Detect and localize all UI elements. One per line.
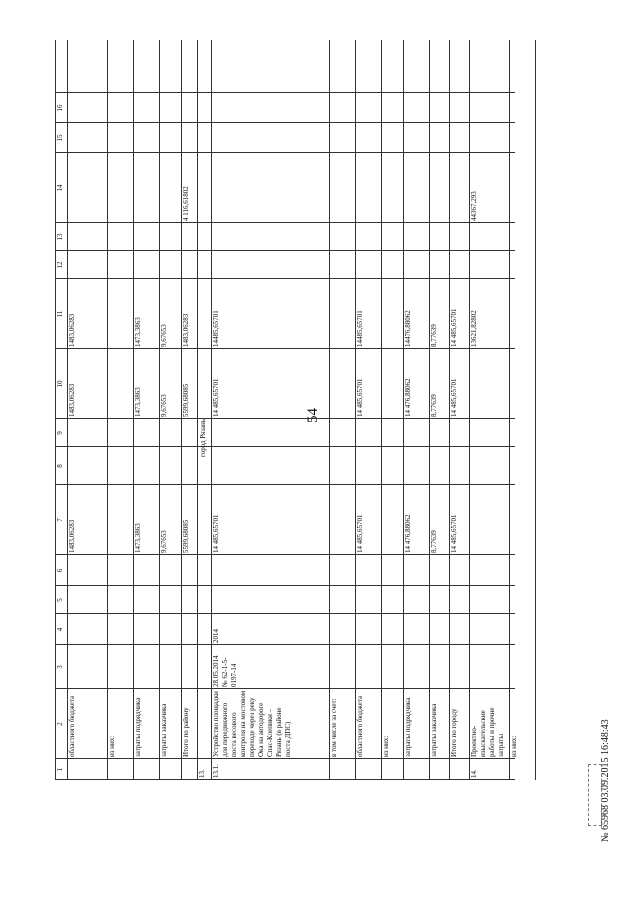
table-cell-c10: 9,67653 [160,394,168,417]
table-cell-c2: затраты подрядчика [404,697,412,757]
column-header: 4 [56,627,64,632]
table-cell-c11: 14485,65701 [212,310,220,347]
table-column-line [55,446,515,447]
table-cell-c1: 13. [198,769,206,778]
table-cell-c2: Проектно-изыскательские работы и прочие затраты [470,707,505,757]
table-cell-c10: 1483,06283 [68,383,76,417]
table-cell-c2: затраты заказчика [160,703,168,757]
table-cell-c10: 14 485,65701 [356,378,364,417]
table-cell-c4: 2014 [212,629,220,643]
column-header: 11 [56,310,64,318]
table-column-line [55,779,515,780]
table-cell-c2: Итого по району [182,707,190,757]
table-cell-c11: 1483,06283 [182,313,190,347]
table-row-line [469,40,470,780]
table-cell-c11: 14485,65701 [356,310,364,347]
column-header: 14 [56,184,64,192]
column-header: 2 [56,722,64,726]
table-column-line [55,152,515,153]
table-cell-c10: 1473,3863 [134,387,142,417]
table-cell-c2: Устройство площадки для передвижного поста весового контроля на мостовом переходе через реку Ока на автодороге Спас-Клепики – Рязань (в районе поста ДПС) [212,690,292,757]
table-cell-c10: 8,77639 [430,394,438,417]
table-cell-c7: 1473,3863 [134,523,142,553]
table-cell-c7: 14 476,88062 [404,514,412,553]
document-number-timestamp: № 65968 03.09.2015 16:48:43 [600,719,611,842]
table-cell-c11: 1483,06283 [68,313,76,347]
table-cell-c2: затраты заказчика [430,703,438,757]
table-cell-c11: 14476,88062 [404,310,412,347]
table-cell-c2: областного бюджета [68,696,76,757]
column-header: 9 [56,431,64,435]
stamp-box [588,764,602,826]
table-row-line [107,40,108,780]
table-column-line [55,250,515,251]
page-number: 54 [305,408,321,423]
table-column-line [55,418,515,419]
table-column-line [55,484,515,485]
table-cell-c10: 5599,68085 [182,383,190,417]
table-cell-c2: в том числе за счет: [330,698,338,757]
table-cell-c11: 14 485,65701 [450,308,458,347]
column-header: 1 [56,767,64,772]
table-column-line [55,758,515,759]
table-column-line [55,278,515,279]
table-cell-c11: 13621,82802 [470,310,478,347]
table-cell-c10: 14 485,65701 [450,378,458,417]
table-cell-c11: 1473,3863 [134,317,142,347]
table-cell-c7: 14 485,65701 [212,514,220,553]
table-cell-c11: 9,67653 [160,324,168,347]
column-header: 6 [56,568,64,573]
table-cell-c14: 44367,293 [470,191,478,221]
table-row-line [329,40,330,780]
table-cell-c2: затраты подрядчика [134,697,142,757]
table-cell-c7: 8,77639 [430,530,438,553]
table-cell-c2: Итого по городу [450,708,458,757]
table-cell-c7: 9,67653 [160,530,168,553]
table-cell-c3: 28.05.2014 № 62-1-5-0197-14 [212,655,238,687]
table-column-line [55,554,515,555]
column-header: 12 [56,261,64,269]
table-cell-c7: 1483,06283 [68,519,76,553]
table-cell-c2: из них: [382,735,390,757]
table-cell-c7: 14 485,65701 [356,514,364,553]
column-header: 7 [56,518,64,522]
table-cell-c7: 5599,68085 [182,519,190,553]
column-header: 13 [56,233,64,241]
table-cell-c14: 4 116,61802 [182,186,190,221]
table-cell-c10: 14 476,88062 [404,378,412,417]
column-header: 3 [56,665,64,669]
column-header: 5 [56,598,64,602]
table-cell-c2: областного бюджета [356,696,364,757]
table-row-line [509,40,510,780]
table-cell-c1: 14. [470,769,478,778]
table-row-line [197,40,198,780]
table-column-line [55,613,515,614]
section-title: город Рязань [199,419,207,457]
table-column-line [55,585,515,586]
table-column-line [55,348,515,349]
table-row-line [381,40,382,780]
table-column-line [55,122,515,123]
budget-table [55,40,518,780]
table-column-line [55,222,515,223]
table-column-line [55,644,515,645]
table-cell-c2: из них: [108,735,116,757]
table-cell-c11: 8,77639 [430,324,438,347]
table-cell-c7: 14 485,65701 [450,514,458,553]
table-row-line [535,40,536,780]
table-cell-c2: из них: [510,735,518,757]
table-cell-c10: 14 485,65701 [212,378,220,417]
column-header: 15 [56,134,64,142]
table-column-line [55,688,515,689]
column-header: 8 [56,464,64,468]
column-header: 10 [56,380,64,388]
table-cell-c1: 13.1. [212,764,220,778]
column-header: 16 [56,104,64,112]
table-column-line [55,92,515,93]
